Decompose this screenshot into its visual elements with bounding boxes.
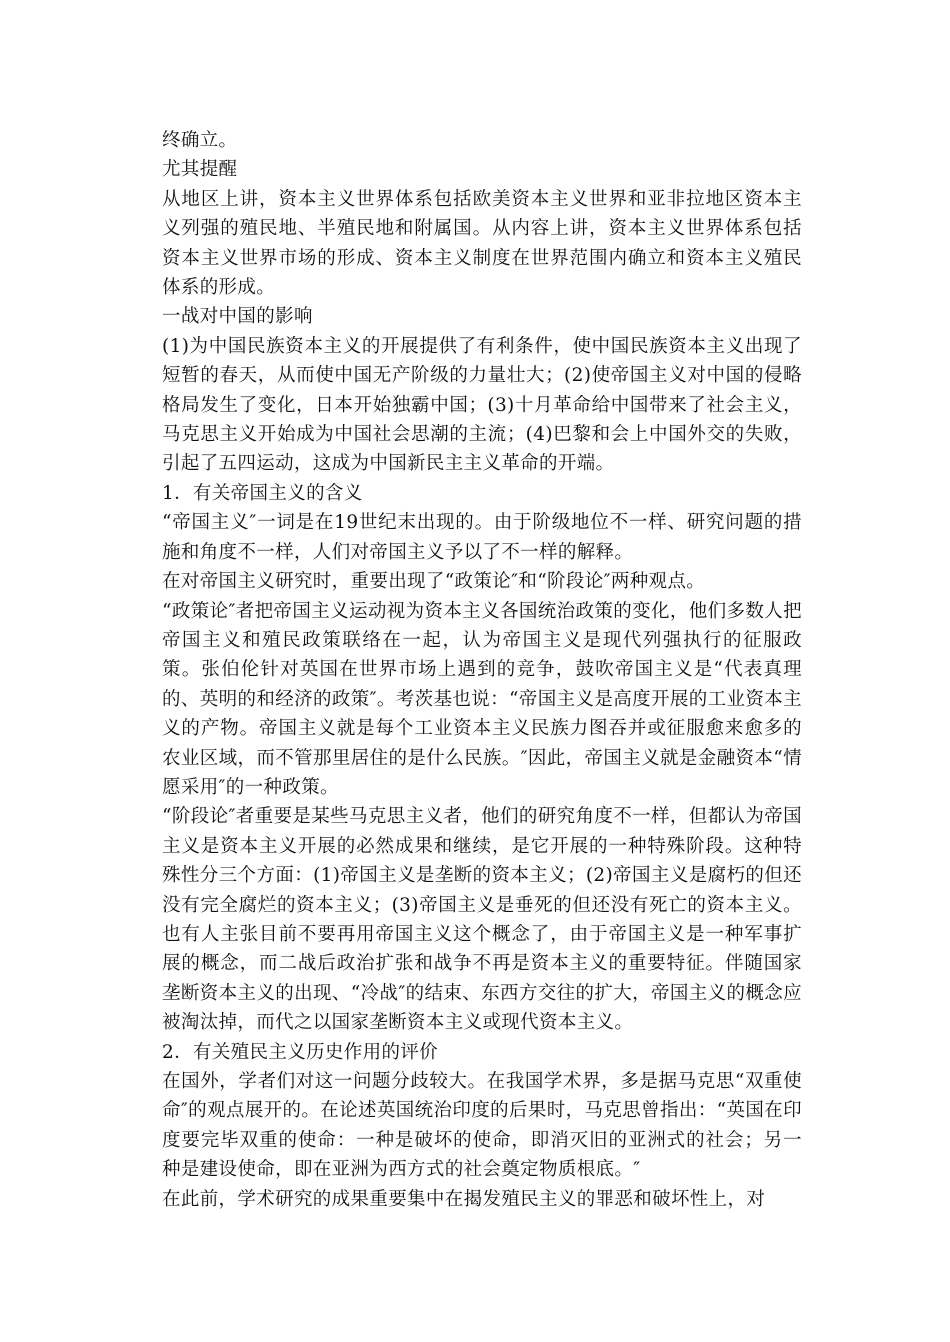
section-heading: 一战对中国的影响 — [162, 306, 313, 328]
section-heading: 1．有关帝国主义的含义 — [162, 482, 363, 504]
paragraph: “阶段论″者重要是某些马克思主义者，他们的研究角度不一样，但都认为帝国主义是资本主义开展的必然成果和继续，是它开展的一种特殊阶段。这种特殊性分三个方面：(1)帝国主义是垄断的资本主义；(2)帝国主义是腐朽的但还没有完全腐烂的资本主义；(3)帝国主义是垂死的但还没有死亡的资本主义。也有人主张目前不要再用帝国主义这个概念了，由于帝国主义是一种军事扩展的概念，而二战后政治扩张和战争不再是资本主义的重要特征。伴随国家垄断资本主义的出现、“冷战″的结束、东西方交往的扩大，帝国主义的概念应被淘汰掉，而代之以国家垄断资本主义或现代资本主义。 — [162, 806, 802, 1034]
text-line: 终确立。 — [162, 130, 238, 151]
paragraph: 在对帝国主义研究时，重要出现了“政策论″和“阶段论″两种观点。 — [162, 571, 706, 593]
section-heading: 尤其提醒 — [162, 159, 238, 181]
document-body — [162, 126, 802, 1214]
paragraph: 在国外，学者们对这一问题分歧较大。在我国学术界，多是据马克思“双重使命″的观点展开的。在论述英国统治印度的后果时，马克思曾指出：“英国在印度要完毕双重的使命：一种是破坏的使命，即消灭旧的亚洲式的社会；另一种是建设使命，即在亚洲为西方式的社会奠定物质根底。″ — [162, 1071, 802, 1181]
paragraph: “帝国主义″一词是在19世纪末出现的。由于阶级地位不一样、研究问题的措施和角度不一样，人们对帝国主义予以了不一样的解释。 — [162, 512, 802, 563]
paragraph: 在此前，学术研究的成果重要集中在揭发殖民主义的罪恶和破坏性上，对 — [162, 1188, 766, 1210]
paragraph: 从地区上讲，资本主义世界体系包括欧美资本主义世界和亚非拉地区资本主义列强的殖民地、半殖民地和附属国。从内容上讲，资本主义世界体系包括资本主义世界市场的形成、资本主义制度在世界范围内确立和资本主义殖民体系的形成。 — [162, 188, 802, 299]
section-heading: 2．有关殖民主义历史作用的评价 — [162, 1041, 439, 1063]
paragraph: (1)为中国民族资本主义的开展提供了有利条件，使中国民族资本主义出现了短暂的春天，从而使中国无产阶级的力量壮大；(2)使帝国主义对中国的侵略格局发生了变化，日本开始独霸中国；(3)十月革命给中国带来了社会主义，马克思主义开始成为中国社会思潮的主流；(4)巴黎和会上中国外交的失败，引起了五四运动，这成为中国新民主主义革命的开端。 — [162, 335, 802, 475]
paragraph: “政策论″者把帝国主义运动视为资本主义各国统治政策的变化，他们多数人把帝国主义和殖民政策联络在一起，认为帝国主义是现代列强执行的征服政策。张伯伦针对英国在世界市场上遇到的竞争，鼓吹帝国主义是“代表真理的、英明的和经济的政策″。考茨基也说：“帝国主义是高度开展的工业资本主义的产物。帝国主义就是每个工业资本主义民族力图吞并或征服愈来愈多的农业区域，而不管那里居住的是什么民族。″因此，帝国主义就是金融资本“情愿采用″的一种政策。 — [162, 600, 802, 798]
